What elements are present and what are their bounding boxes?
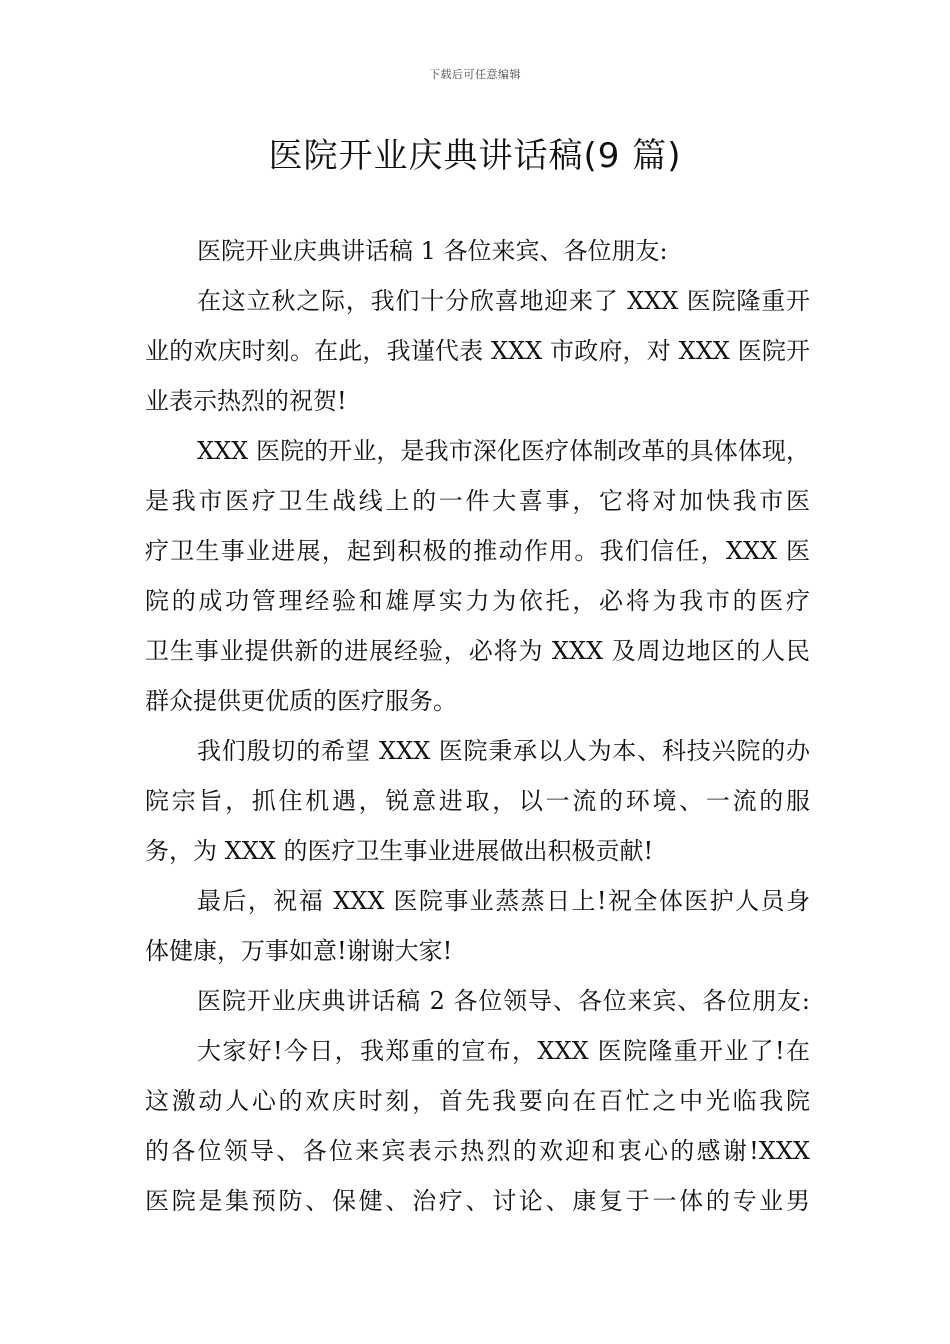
text-line: 群众提供更优质的医疗服务。 — [145, 687, 457, 715]
text-line: 疗卫生事业进展，起到积极的推动作用。我们信任，XXX 医 — [145, 537, 810, 565]
text-line: 院的成功管理经验和雄厚实力为依托，必将为我市的医疗 — [145, 587, 810, 615]
text-line: 大家好!今日，我郑重的宣布，XXX 医院隆重开业了!在 — [197, 1037, 810, 1065]
document-title: 医院开业庆典讲话稿(9 篇) — [268, 136, 682, 176]
text-line: 是我市医疗卫生战线上的一件大喜事，它将对加快我市医 — [145, 487, 810, 515]
text-line: 业的欢庆时刻。在此，我谨代表 XXX 市政府，对 XXX 医院开 — [145, 337, 810, 365]
document-body — [145, 226, 810, 1226]
text-line: 的各位领导、各位来宾表示热烈的欢迎和衷心的感谢!XXX — [145, 1137, 810, 1165]
text-line: 我们殷切的希望 XXX 医院秉承以人为本、科技兴院的办 — [197, 737, 810, 765]
text-line: 院宗旨，抓住机遇，锐意进取，以一流的环境、一流的服 — [145, 787, 810, 815]
text-line: XXX 医院的开业，是我市深化医疗体制改革的具体体现， — [197, 437, 810, 465]
text-line: 卫生事业提供新的进展经验，必将为 XXX 及周边地区的人民 — [145, 637, 810, 665]
text-line: 务，为 XXX 的医疗卫生事业进展做出积极贡献! — [145, 837, 654, 865]
header-note: 下载后可任意编辑 — [429, 68, 521, 81]
text-line: 医院开业庆典讲话稿 1 各位来宾、各位朋友: — [197, 237, 668, 265]
text-line: 医院是集预防、保健、治疗、讨论、康复于一体的专业男 — [145, 1187, 810, 1215]
text-line: 这激动人心的欢庆时刻，首先我要向在百忙之中光临我院 — [145, 1087, 810, 1115]
text-line: 医院开业庆典讲话稿 2 各位领导、各位来宾、各位朋友: — [197, 987, 810, 1015]
text-line: 业表示热烈的祝贺! — [145, 387, 347, 415]
text-line: 最后，祝福 XXX 医院事业蒸蒸日上!祝全体医护人员身 — [197, 887, 810, 915]
text-line: 在这立秋之际，我们十分欣喜地迎来了 XXX 医院隆重开 — [197, 287, 810, 315]
text-line: 体健康，万事如意!谢谢大家! — [145, 937, 453, 965]
